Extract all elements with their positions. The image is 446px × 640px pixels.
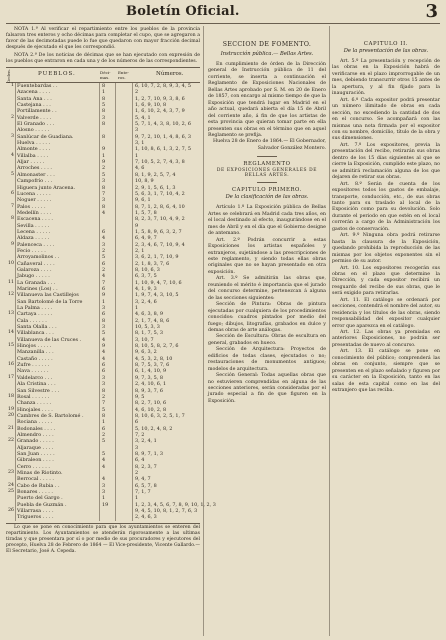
row-pueblo: Villalba . . . . (17, 152, 49, 159)
row-pueblo: Aljar . . . . . (17, 159, 45, 166)
row-pueblo: Trigueros . . . . (17, 514, 54, 521)
row-numeros: 2 (135, 469, 139, 476)
row-pueblo: Palenceca . . . . (17, 241, 55, 248)
row-pueblo: San Silvestre . . . (17, 387, 60, 394)
row-order: 11 (8, 279, 14, 285)
row-order: 5 (11, 171, 14, 177)
row-order: 9 (11, 241, 14, 247)
row-pueblo: El Granado . . . (17, 121, 55, 128)
reglamento-subtitle: DE EXPOSICIONES GENERALES DE BELLAS ARTES. (216, 168, 318, 179)
row-numeros: 6, 3, 7, 5 (135, 273, 157, 280)
row-pueblo: Cartaya . . . . . (17, 311, 53, 318)
row-pueblo: Granado . . . . . (17, 438, 54, 445)
row-pueblo: Nava . . . . . . (17, 368, 49, 375)
row-numeros: 6 (135, 419, 139, 426)
row-numeros: 2, 3, 4, 6, 7, 10, 9, 4 (135, 241, 185, 248)
row-numeros: 5, 7, 1, 4, 3, 8, 10, 2, 6 (135, 121, 191, 128)
row-numeros: 4, 1, 9, 3 (135, 286, 157, 292)
row-pueblo: Valdelarco . . . (17, 374, 53, 381)
row-decimas: 3 (102, 381, 106, 388)
row-numeros: 4, 5, 3, 2, 8, 10 (135, 355, 173, 362)
row-numeros: 9, 4, 5, 10, 8, 1, 2, 7, 6, 3 (135, 508, 198, 515)
row-numeros: 8, 7, 1, 2, 8, 6, 4, 10 (135, 203, 185, 210)
row-pueblo: Fecio . . . . . (17, 247, 46, 254)
row-numeros: 9 (135, 222, 139, 229)
row-pueblo: Aldaza . . . . . (17, 235, 50, 242)
row-decimas: 1 (102, 495, 106, 502)
row-pueblo: Puerto del Gargo . (17, 495, 63, 502)
row-decimas: 1 (102, 298, 106, 305)
row-numeros: 3, 1 (135, 140, 145, 147)
row-pueblo: Almonte . . . . (17, 146, 51, 153)
note-2: NOTA 2.ª De los noticias de décimas que se han ejecutado con expresión de los pueblos que entraron en cada una y de los números de las correspondientes. (6, 53, 200, 64)
row-decimas: 4 (102, 457, 106, 464)
row-numeros: 10, 5, 3, 3 (135, 324, 160, 331)
row-order: 22 (8, 438, 14, 444)
row-decimas: 8 (102, 95, 106, 102)
row-pueblo: Huelva . . . . . (17, 140, 51, 147)
row-decimas: 5 (102, 102, 106, 109)
row-pueblo: Arroyamolinos . . (17, 254, 60, 261)
row-pueblo: Berrocal . . . . . (17, 476, 54, 483)
row-numeros: 3, 2, 4, 6 (135, 298, 157, 305)
row-numeros: 5, 4, 1 (135, 114, 151, 121)
column-divider-2 (329, 26, 330, 636)
row-pueblo: Azacena . . . . (17, 89, 51, 96)
row-order: 2 (11, 114, 14, 120)
row-order: 13 (8, 311, 14, 317)
row-decimas: 5 (102, 438, 106, 445)
row-pueblo: Medellín . . . . (17, 209, 52, 216)
row-pueblo: Bonares . . . . . (17, 489, 53, 495)
row-pueblo: Arroches . . . . (17, 165, 52, 172)
row-numeros: 8, 10, 6, 3 (135, 266, 160, 273)
row-numeros: 1, 2, 7, 10, 9, 3, 8, 6 (135, 95, 185, 102)
row-decimas: 8 (102, 121, 106, 128)
row-pueblo: Lecena . . . . . (17, 228, 51, 235)
row-numeros: 8, 1, 7, 5, 3 (135, 330, 163, 337)
row-decimas: 3 (102, 324, 106, 331)
article-paragraph: Art. 8.º Serán de cuenta de los expositores todos los gastos de embalaje, transporte, conducción, etc., de sus obras tanto para su traslado al local de la Exposición como para su devolución. Solo durante el periodo en que estén en el local correrán a cargo de la Administración los gastos de conservación. (332, 181, 440, 232)
row-numeros: 3 (135, 127, 139, 134)
row-decimas: 2 (102, 393, 106, 400)
header-order: Orden. (6, 69, 11, 83)
row-pueblo: Santa Olalla . . . (17, 324, 57, 331)
row-numeros: 3 (135, 444, 139, 451)
row-numeros: 9, 7, 3, 5, 8 (135, 374, 163, 381)
row-decimas: 4 (102, 349, 106, 356)
row-numeros: 8, 10, 6, 3, 2, 5, 1, 7 (135, 412, 185, 419)
row-pueblo: Zufre . . . . . . (17, 362, 50, 369)
table-header (6, 67, 200, 83)
row-order: 18 (8, 393, 14, 399)
article-paragraph: Art. 2.º Podrán concurrir a estas Exposiciones los artistas españoles y extranjeros, sujetándose a las prescripciones de este reglamento, y siendo todas ellas obras originales que no se hayan presentado en otra exposición. (208, 237, 326, 275)
row-decimas: 1 (102, 152, 106, 159)
article-list (208, 205, 326, 405)
row-decimas: 6 (102, 228, 106, 235)
row-decimas: 4 (102, 336, 106, 343)
row-numeros: 7, 10, 5, 2, 7, 4, 3, 8 (135, 159, 185, 166)
row-pueblo: Jabugo . . . . . (17, 273, 50, 280)
article-paragraph: Art. 12. Las obras ya premiadas en anteriores Exposiciones, no podrán ser presentadas de nuevo al concurso. (332, 330, 440, 348)
row-pueblo: Bodonales . . . . (17, 425, 56, 432)
row-decimas: 4 (102, 273, 106, 280)
row-numeros: 1, 6, 10, 2, 4, 3, 7, 9 (135, 108, 185, 115)
row-numeros: 5, 10, 2, 4, 8, 2 (135, 425, 173, 432)
row-decimas: 9 (102, 159, 106, 166)
row-order: 17 (8, 374, 14, 380)
row-decimas: 4 (102, 209, 106, 216)
row-decimas: 6 (102, 311, 106, 318)
note-1: NOTA 1.ª Al verificar el repartimiento entre los pueblos de la provincia falsaron tres enteros y ocho décimas para completar el cupo, que se agregaron a favor de las decimotadas puede lo fue que quedaron con mayor fracción decimal después de ejecutado el que les correspondió. (6, 27, 200, 50)
row-numeros: 2, 1 (135, 247, 145, 254)
article-paragraph: Art. 7.º Los expositores, previa la presentación del recibo, retirarán sus obras dentro de los 15 días siguientes al que se cierre la Exposición, cumplido este plazo, no se admitirá reclamación alguna de los que dejaren de retirar sus obras. (332, 142, 440, 181)
article-paragraph: Art. 13. El catálogo se pone en conocimiento del público; comprenderá las obras en conjunto, siempre que se presenten en el plazo señalado y figuren por su carácter en la Exposición, tanto en las salas de esta capital como en las del extranjero que las reciba. (332, 349, 440, 394)
right-column (332, 27, 440, 395)
row-pueblo: Sevilla . . . . . (17, 222, 50, 229)
row-numeros: 2, 4, 6, 3 (135, 514, 157, 521)
row-pueblo: Villanueva las Castillejos (17, 292, 79, 299)
lottery-table (6, 67, 216, 521)
article-paragraph: Art. 11. El catálogo se ordenará por secciones, contendrá el nombre del autor, su residencia y los títulos de las obras, siendo responsabilidad del expositor cualquier error que aparezca en el catálogo. (332, 297, 440, 329)
row-decimas: 2 (102, 165, 106, 172)
row-pueblo: Minas de Riotinto. (17, 469, 63, 476)
article-paragraph: Art. 9.º Ninguna obra podrá retirarse hasta la clausura de la Exposición, quedando prohibida la reproducción de las mismas por los objetos exponentes sin el permiso de su autor. (332, 233, 440, 265)
row-numeros: 1, 5, 7, 8 (135, 209, 157, 216)
row-numeros: 6, 4 (135, 457, 145, 464)
header-rule (6, 23, 440, 24)
row-pueblo: Cañaveral . . . . (17, 260, 55, 267)
row-pueblo: Higuera junto Aracena. (17, 184, 76, 191)
row-pueblo: Cala . . . . . . (17, 317, 47, 324)
row-pueblo: Ala Cristina . . . (17, 381, 56, 388)
row-numeros: 8, 10, 5, 8, 2, 7, 6 (135, 343, 179, 350)
row-decimas: 7 (102, 400, 106, 407)
row-order: 12 (8, 292, 14, 298)
row-numeros: 3, 10, 7 (135, 336, 154, 343)
row-numeros: 4, 6, 10, 2, 8 (135, 406, 167, 413)
section-title: SECCION DE FOMENTO. (222, 41, 312, 48)
row-numeros: 9, 4, 7 (135, 476, 151, 483)
row-pueblo: Villarrasa . . . . (17, 508, 54, 515)
row-decimas: 6 (102, 260, 106, 267)
row-order: 1 (11, 83, 14, 88)
page-header (6, 1, 440, 22)
row-numeros: 2, 1, 8, 3, 7, 6 (135, 260, 170, 267)
row-numeros: 6, 1, 4, 10, 9 (135, 368, 167, 375)
row-numeros: 2, 9, 1, 5, 6, 1, 3 (135, 184, 176, 191)
divider (257, 156, 277, 157)
middle-column (208, 27, 326, 405)
row-order: 19 (8, 406, 14, 412)
chapter-title: CAPITULO PRIMERO. (232, 187, 302, 194)
row-decimas: 1 (102, 89, 106, 96)
row-pueblo: Fuentebardas . . (17, 83, 58, 89)
row-numeros: 6, 10, 7, 2, 8, 9, 3, 4, 5 (135, 83, 191, 89)
row-decimas: 6 (102, 368, 106, 375)
row-decimas: 3 (102, 114, 106, 121)
row-pueblo: Hinojales . . . . (17, 406, 53, 413)
row-numeros: 1, 9, 7, 4, 3, 10, 5 (135, 292, 179, 299)
table-row (6, 514, 200, 520)
row-pueblo: Portillamente . . (17, 108, 57, 115)
row-pueblo: Palos . . . . . (17, 203, 46, 210)
row-pueblo: Noguer . . . . . (17, 197, 52, 204)
row-order: 21 (8, 425, 14, 431)
column-divider-1 (203, 26, 204, 636)
row-pueblo: Almonaster . . . (17, 171, 55, 178)
row-decimas: 9 (102, 292, 106, 299)
row-numeros: 1 (135, 305, 139, 312)
page-number: 3 (425, 1, 438, 22)
row-decimas: 19 (102, 501, 109, 508)
row-pueblo: Rosal . . . . . . (17, 393, 50, 400)
row-decimas: 3 (102, 482, 106, 489)
row-decimas: 6 (102, 286, 106, 292)
row-pueblo: La Palma . . . . (17, 305, 53, 312)
row-numeros: 5, 6, 3, 1, 7, 10, 4, 2 (135, 190, 185, 197)
row-decimas: 8 (102, 184, 106, 191)
row-pueblo: Cabo de Rubia . . (17, 482, 60, 489)
row-numeros: 8, 2, 7, 10, 6 (135, 400, 167, 407)
row-decimas: 3 (102, 489, 106, 495)
row-pueblo: Cerro . . . . . . (17, 463, 50, 470)
row-pueblo: Rociana . . . . . (17, 419, 53, 426)
row-decimas: 3 (102, 178, 106, 185)
row-pueblo: Escacena . . . . (17, 216, 53, 223)
row-pueblo: Manzanilla . . . (17, 349, 54, 356)
chapter-subtitle: De la presentación de las obras. (343, 48, 429, 54)
article-paragraph: Sección de Escultura: Obras de escultura en general, grabados en hueco. (208, 334, 326, 346)
row-decimas: 3 (102, 374, 106, 381)
row-numeros: 9, 6, 3, 2 (135, 349, 157, 356)
masthead-title: Boletín Oficial. (126, 4, 240, 19)
row-decimas: 8 (102, 317, 106, 324)
row-decimas: 8 (102, 203, 106, 210)
row-pueblo: San Bartolomé de la Torre (17, 298, 83, 305)
row-decimas: 5 (102, 450, 106, 457)
header-numeros: Números. (156, 71, 184, 77)
row-numeros: 4, 6 (135, 165, 145, 172)
row-order: 25 (8, 489, 14, 494)
row-numeros: 8, 1, 9, 2, 5, 7, 4 (135, 171, 176, 178)
row-decimas: 8 (102, 133, 106, 140)
row-pueblo: San Juan . . . . . (17, 450, 55, 457)
article-paragraph: Art. 10. Los expositores recogerán sus obras en el plazo que determine la Dirección, y cada expositor recibirá un resguardo del recibo de sus obras, que le será exigido para retirarlas. (332, 265, 440, 297)
signature: Huelva 28 de Enero de 1864.— El Gobernador, Salvador González Montero. (213, 139, 326, 151)
chapter-subtitle: De la clasificación de las obras. (225, 194, 309, 201)
reglamento-title: REGLAMENTO (243, 161, 291, 168)
row-decimas: 4 (102, 476, 106, 483)
row-numeros: 1 (135, 152, 139, 159)
row-pueblo: Alosno . . . . . (17, 127, 50, 134)
row-numeros: 8, 9, 7, 1, 3 (135, 450, 163, 457)
row-decimas: 9 (102, 343, 106, 350)
row-pueblo: Gibraleon . . . . (17, 457, 54, 464)
row-numeros: 2, 1, 7, 4, 8, 6 (135, 317, 170, 324)
article-paragraph: Sección General: Todas aquellas obras que no estuvieren comprendidas en alguna de las secciones anteriores, serán consideradas por el jurado especial a fin de que figuren en la Exposición. (208, 373, 326, 404)
row-order: 16 (8, 362, 14, 368)
row-decimas: 5 (102, 406, 106, 413)
row-decimas: 3 (102, 305, 106, 312)
article-paragraph: Sección de Arquitectura: Proyectos de edificios de todas clases, ejecutados o no; restauraciones de monumentos antiguos; modelos de arquitectura. (208, 347, 326, 372)
row-pueblo: Almendro . . . . (17, 431, 54, 438)
row-numeros: 6, 4, 9, 7 (135, 235, 157, 242)
row-numeros: 1, 2, 3, 4, 5, 6, 7, 8, 9, 10, 1, 2, 3 (135, 501, 216, 508)
header-pueblos: PUEBLOS. (38, 71, 76, 77)
article-paragraph: Artículo 1.º La Exposición pública de Bellas Artes se celebrará en Madrid cada tres años, en el local destinado al efecto, inaugurándose en el mes de Abril y en el día que el Gobierno designe de antemano. (208, 205, 326, 237)
table-body (6, 83, 216, 521)
row-pueblo: Villanueva de las Cruces . (17, 336, 82, 343)
header-decimas: Déci- mas. (100, 70, 111, 80)
row-pueblo: Marines (Los) . . (17, 286, 58, 292)
left-column (6, 27, 216, 559)
row-pueblo: Cambres de S. Bartolomé . (17, 412, 84, 419)
row-decimas: 2 (102, 431, 106, 438)
row-numeros: 7, 2 (135, 431, 145, 438)
row-pueblo: Campofrío . . . (17, 178, 53, 185)
row-pueblo: Santa Ana . . . (17, 95, 52, 102)
row-order: 4 (11, 152, 14, 158)
row-numeros: 9, 7, 2, 10, 1, 4, 8, 6, 3 (135, 133, 191, 140)
row-pueblo: Sanlúcar de Guadiana. (17, 133, 74, 140)
row-decimas: 3 (102, 197, 106, 204)
row-order: 10 (8, 260, 14, 266)
row-order: 20 (8, 412, 14, 418)
row-pueblo: Galaroza . . . . (17, 266, 52, 273)
row-decimas: 5 (102, 330, 106, 337)
row-decimas: 6 (102, 362, 106, 369)
row-numeros: 2, 4, 10, 6, 1 (135, 381, 167, 388)
intro-paragraph: En cumplimiento de órden de la Dirección general de Instrucción pública de 11 del corriente, se inserta a continuación el Reglamento de Exposiciones Nacionales de Bellas Artes aprobado por S. M. en 20 de Enero de 1857, con encargo al mismo tiempo de que la Exposición que tendrá lugar en Madrid en el año actual, quedará abierta el día 15 de Abril del corriente año, á fin de que los artistas de esta provincia que quieran tomar parte en ella presenten sus obras en el término que en aquel Reglamento se prefija. (208, 62, 326, 138)
row-order: 24 (8, 482, 14, 488)
row-numeros: 7, 1, 7 (135, 489, 151, 495)
row-decimas: 3 (102, 241, 106, 248)
row-decimas: 7 (102, 279, 106, 286)
article-list (332, 59, 440, 395)
row-decimas: 2 (102, 247, 106, 254)
article-paragraph: Art. 5.º La presentación y recepción de las obras en la Exposición habrá de verificarse en el plazo improrrogable de un mes, debiendo transcurrir otros 15 antes de la apertura, y al fin fijado para la inauguración. (332, 59, 440, 97)
row-order: 23 (8, 469, 14, 475)
row-order: 3 (11, 133, 14, 139)
row-pueblo: Valverde . . . . (17, 114, 52, 121)
row-decimas: 8 (102, 108, 106, 115)
row-decimas: 1 (102, 419, 106, 426)
row-order: 7 (11, 203, 14, 209)
row-decimas: 5 (102, 254, 106, 261)
row-numeros: 1, 10, 9, 4, 7, 10, 6 (135, 279, 182, 286)
row-order: 15 (8, 343, 14, 349)
row-numeros: 3, 2, 4, 1 (135, 438, 157, 445)
row-numeros: 1 (135, 495, 139, 502)
row-decimas: 4 (102, 463, 106, 470)
row-decimas: 7 (102, 190, 106, 197)
row-numeros: 4, 6, 3, 8, 9 (135, 311, 163, 318)
row-numeros: 2 (135, 89, 139, 96)
row-pueblo: La Granada . . . (17, 279, 56, 286)
header-enteros: Ente- ros. (118, 70, 129, 80)
article-paragraph: Art. 6.º Cada expositor podrá presentar un número ilimitado de obras en cada sección, no excediendo la cantidad de dos en el concurso. Se acompañará con las mismas una nota firmada por el expositor con su nombre, domicilio, título de la obra y sus dimensiones. (332, 97, 440, 142)
subsection-title: Instrucción pública.— Bellas Artes. (220, 51, 314, 57)
row-numeros: 8, 2, 3, 7 (135, 463, 157, 470)
row-decimas: 8 (102, 412, 106, 419)
row-decimas: 4 (102, 355, 106, 362)
row-order: 8 (11, 216, 14, 222)
row-pueblo: Castaño . . . . . (17, 355, 53, 362)
row-numeros: 3, 6, 2, 1, 7, 10, 9 (135, 254, 179, 261)
row-numeros: 1, 6, 9, 10, 8 (135, 102, 167, 109)
row-order: 26 (8, 508, 14, 514)
row-numeros: 8, 9, 3, 7, 6 (135, 387, 163, 394)
row-pueblo: Aljaraque . . . . (17, 444, 54, 451)
row-decimas: 9 (102, 146, 106, 153)
row-numeros: 9, 5 (135, 393, 145, 400)
row-decimas: 8 (102, 83, 106, 89)
row-pueblo: Chanza . . . . . (17, 400, 51, 407)
divider (257, 182, 277, 183)
row-decimas: 2 (102, 266, 106, 273)
row-numeros: 8, 2, 3, 7, 10, 4, 9, 2 (135, 216, 185, 223)
row-pueblo: Castejana . . . (17, 102, 51, 109)
row-decimas: 4 (102, 235, 106, 242)
row-numeros: 6, 5, 7, 8 (135, 482, 157, 489)
row-numeros: 8, 7, 5, 3, 7, 6 (135, 362, 170, 369)
row-numeros: 1, 10, 8, 6, 1, 3, 2, 7, 5 (135, 146, 191, 153)
row-pueblo: Hinojos . . . . . (17, 343, 52, 350)
article-paragraph: Art. 3.º Se admitirán las obras que, reuniendo el mérito é importancia que el jurado del concurso determine, pertenezcan á alguna de las secciones siguientes: (208, 276, 326, 301)
row-decimas: 5 (102, 171, 106, 178)
row-pueblo: Villablanca . . . (17, 330, 54, 337)
row-pueblo: Lucena . . . . . (17, 190, 51, 197)
article-paragraph: Sección de Pintura: Obras de pintura ejecutadas por cualquiera de los procedimientos conocidos: cuadros pintados por medio del fuego; dibujos, litografías, grabados en dulce y demas obras de arte análogas. (208, 302, 326, 333)
row-order: 6 (11, 190, 14, 196)
row-numeros: 10, 8, 9 (135, 178, 154, 185)
row-decimas: 6 (102, 425, 106, 432)
row-order: 14 (8, 330, 14, 336)
row-decimas: 8 (102, 387, 106, 394)
row-numeros: 9, 6, 1 (135, 197, 151, 204)
chapter-title: CAPITULO II. (363, 41, 409, 47)
row-pueblo: Puebla de Guzmán . (17, 501, 67, 508)
table-footnote: Lo que se pone en conocimiento para que los ayuntamientos se enteren del repartimiento. Los Ayuntamientos se atenderán rigorosamente a las ultimas tiradas y que presentara por sí o por medio de sus procuradores y ejecutores del precepto, Huelva 28 de Febrero de 1864 — El Vice-presidente, Vicente Gallardo.— El Secretario, José A. Cepeda. (6, 524, 200, 554)
row-numeros: 1, 5, 8, 9, 6, 3, 2, 7 (135, 228, 182, 235)
